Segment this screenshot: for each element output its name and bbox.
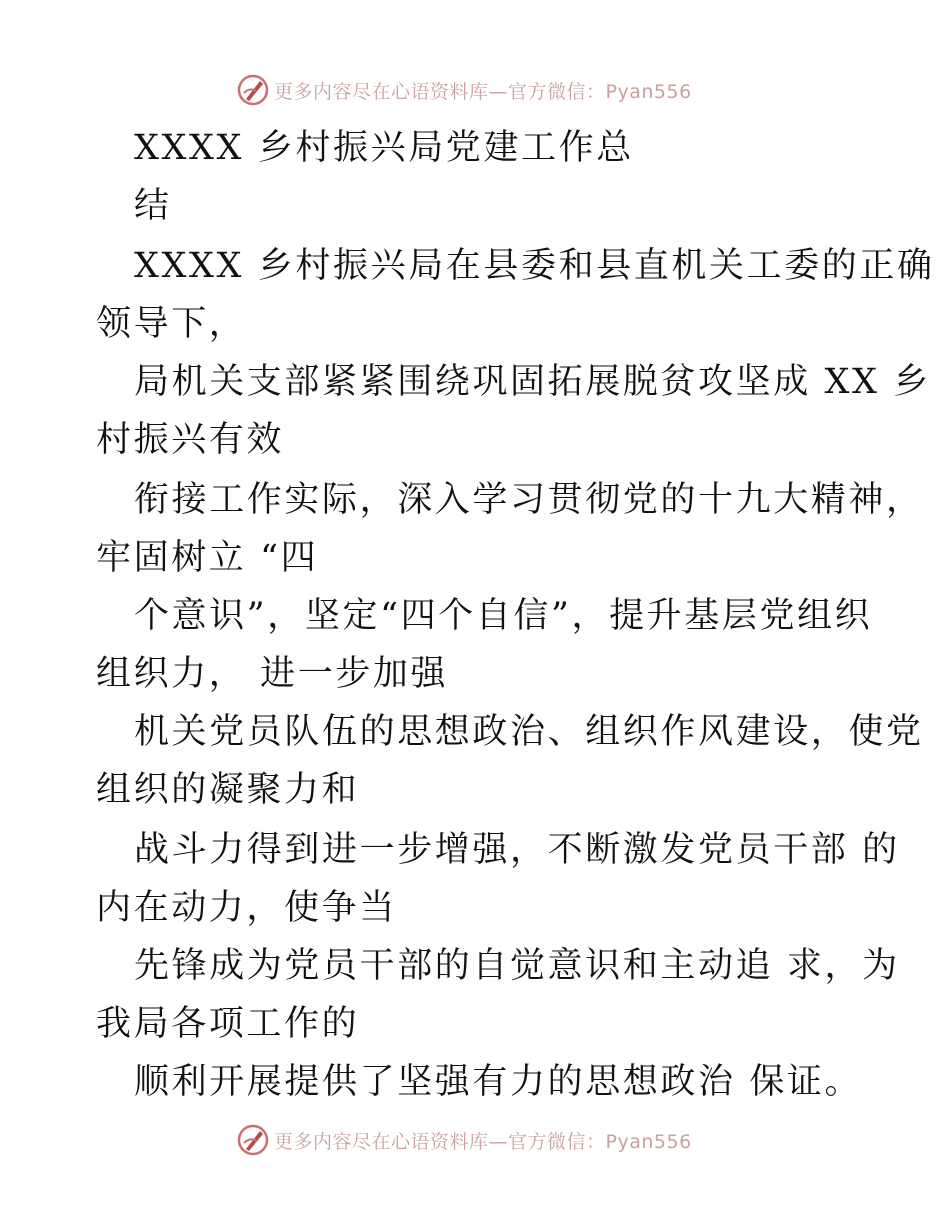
document-title-line-2: 结 — [134, 186, 172, 226]
paragraph-line: 我局各项工作的 — [96, 1004, 360, 1044]
document-title-line-1: XXXX 乡村振兴局党建工作总 — [134, 128, 634, 168]
paragraph-line: 先锋成为党员干部的自觉意识和主动追 求，为 — [134, 946, 900, 986]
footer-watermark-text: 更多内容尽在心语资料库—官方微信：Pyan556 — [274, 1130, 692, 1153]
paragraph-line: 个意识”，坚定“四个自信”，提升基层党组织 — [134, 596, 873, 636]
paragraph-line: 村振兴有效 — [96, 420, 285, 460]
paragraph-line: 领导下， — [96, 304, 247, 344]
quill-logo-icon — [236, 73, 270, 107]
footer-watermark-banner — [236, 1122, 692, 1158]
paragraph-line: XXXX 乡村振兴局在县委和县直机关工委的正确 — [134, 246, 935, 286]
paragraph-line: 内在动力，使争当 — [96, 888, 397, 928]
paragraph-line: 牢固树立 “四 — [96, 538, 319, 578]
paragraph-line: 顺利开展提供了坚强有力的思想政治 保证。 — [134, 1062, 863, 1102]
header-watermark-banner — [236, 72, 692, 108]
paragraph-line: 机关党员队伍的思想政治、组织作风建设，使党 — [134, 712, 924, 752]
paragraph-line: 战斗力得到进一步增强，不断激发党员干部 的 — [134, 830, 900, 870]
paragraph-line: 衔接工作实际，深入学习贯彻党的十九大精神， — [134, 480, 924, 520]
paragraph-line: 组织力， 进一步加强 — [96, 654, 449, 694]
quill-logo-icon — [236, 1123, 270, 1157]
paragraph-line: 局机关支部紧紧围绕巩固拓展脱贫攻坚成 XX 乡 — [134, 362, 931, 402]
paragraph-line: 组织的凝聚力和 — [96, 770, 360, 810]
header-watermark-text: 更多内容尽在心语资料库—官方微信：Pyan556 — [274, 80, 692, 103]
